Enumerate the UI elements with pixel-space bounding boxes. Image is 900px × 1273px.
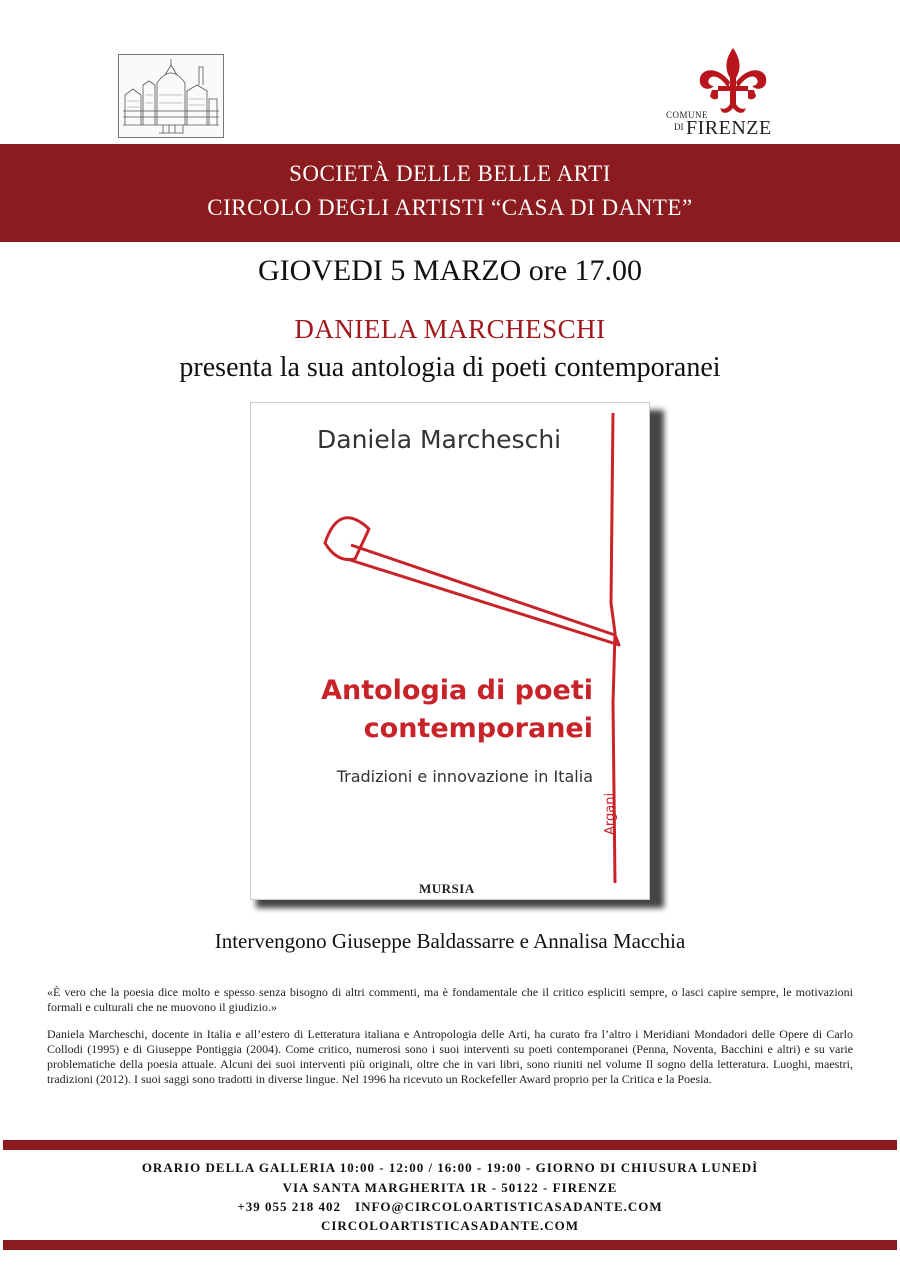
banner-line-circle: CIRCOLO DEGLI ARTISTI “CASA DI DANTE” — [207, 195, 693, 220]
critic-quote: «È vero che la poesia dice molto e spesso senza bisogno di altri commenti, ma è fondamentale che il critico espliciti sempre, o lasci capire sempre, le motivazioni formali e culturali che ne muovono il giudizio.» — [47, 985, 853, 1014]
gallery-contacts — [0, 1199, 900, 1215]
author-bio: Daniela Marcheschi, docente in Italia e all’estero di Letteratura italiana e Antropologia delle Arti, ha curato fra l’altro i Meridiani Mondadori delle Opere di Carlo Collodi (1995) e di Giuseppe Pontiggia (2004). Come critico, numerosi sono i suoi interventi su poeti contemporanei (Penna, Noventa, Bacchini e altri) e su varie problematiche della poesia attuale. Alcuni dei suoi interventi più originali, oltre che in vari libri, sono riuniti nel volume Il sogno della letteratura. Luoghi, maestri, tradizioni (2012). I suoi saggi sono tradotti in diverse lingue. Nel 1996 ha ricevuto un Rockefeller Award proprio per la Critica e la Poesia. — [47, 1027, 853, 1086]
book-publisher: MURSIA — [419, 881, 475, 896]
logo-text-di: DI — [674, 122, 684, 132]
book-title-line1: Antologia di poeti — [321, 675, 593, 706]
book-title-line2: contemporanei — [363, 713, 593, 744]
book-author: Daniela Marcheschi — [317, 425, 562, 454]
book-subtitle: Tradizioni e innovazione in Italia — [336, 767, 593, 786]
florence-skyline-icon — [119, 55, 223, 137]
gallery-hours: ORARIO DELLA GALLERIA 10:00 - 12:00 / 16:00 - 19:00 - GIORNO DI CHIUSURA LUNEDÌ — [141, 1160, 759, 1175]
book-cover — [250, 402, 650, 900]
gallery-address: VIA SANTA MARGHERITA 1R - 50122 - FIRENZE — [282, 1180, 618, 1195]
email-link[interactable]: INFO@CIRCOLOARTISTICASADANTE.COM — [355, 1199, 663, 1214]
event-date-time: GIOVEDI 5 MARZO ore 17.00 — [257, 254, 643, 287]
footer-top-rule — [3, 1140, 897, 1150]
comune-di-firenze-logo — [666, 46, 778, 139]
logo-text-firenze: FIRENZE — [686, 117, 772, 139]
phone-number[interactable]: +39 055 218 402 — [237, 1199, 342, 1214]
website-link[interactable]: CIRCOLOARTISTICASADANTE.COM — [320, 1218, 580, 1233]
logo-text-comune: COMUNE — [666, 110, 709, 120]
event-subtitle: presenta la sua antologia di poeti contemporanei — [179, 352, 721, 383]
florence-skyline-logo — [118, 54, 224, 138]
footer-bottom-rule — [3, 1240, 897, 1250]
book-series: Argani — [603, 792, 618, 835]
nail-illustration-icon — [251, 403, 649, 899]
event-speakers: Intervengono Giuseppe Baldassarre e Annalisa Macchia — [214, 929, 686, 953]
event-presenter: DANIELA MARCHESCHI — [294, 314, 606, 344]
header-banner — [0, 144, 900, 242]
banner-line-society: SOCIETÀ DELLE BELLE ARTI — [289, 161, 611, 186]
